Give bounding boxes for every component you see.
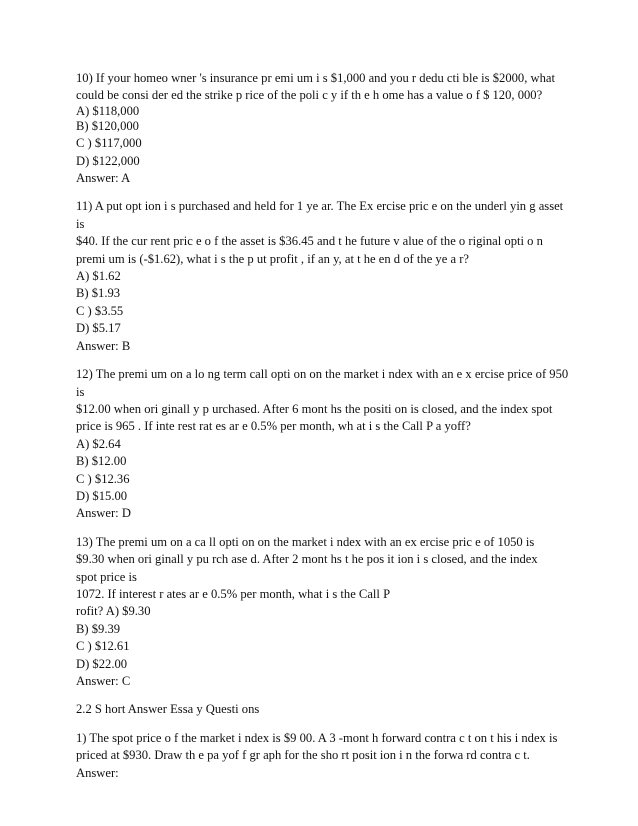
question-12-line-1: 12) The premi um on a lo ng term call opti on on the market i ndex with an e x ercise price of 950 (76, 367, 569, 382)
option-a: A) $118,000 (76, 103, 140, 118)
question-13-line-5: rofit? A) $9.30 (76, 604, 151, 619)
option-b: B) $120,000 (76, 118, 139, 133)
option-d: D) $15.00 (76, 488, 128, 503)
option-c: C ) $117,000 (76, 136, 142, 151)
question-11-line-4: premi um is (-$1.62), what i s the p ut profit , if an y, at t he en d of the ye a r? (76, 251, 469, 266)
option-d: D) $122,000 (76, 153, 140, 168)
question-13-line-1: 13) The premi um on a ca ll opti on on the market i ndex with an ex ercise pric e of 1050 is (76, 534, 535, 549)
document-page (76, 70, 576, 793)
question-13 (76, 534, 576, 691)
question-11-line-1: 11) A put opt ion i s purchased and held for 1 ye ar. The Ex ercise pric e on the underl yin g asset (76, 199, 564, 214)
question-11-line-3: $40. If the cur rent pric e o f the asset is $36.45 and t he future v alue of the o riginal opti o n (76, 234, 543, 249)
essay-question-line-1: 1) The spot price o f the market i ndex is $9 00. A 3 -mont h forward contra c t on t his i ndex is (76, 730, 558, 745)
option-d: D) $5.17 (76, 321, 121, 336)
question-12 (76, 366, 576, 523)
question-11-line-2: is (76, 216, 85, 231)
option-a: A) $2.64 (76, 436, 121, 451)
question-12-line-4: price is 965 . If inte rest rat es ar e 0.5% per month, wh at i s the Call P a yoff? (76, 419, 471, 434)
option-c: C ) $12.61 (76, 639, 130, 654)
question-12-line-3: $12.00 when ori ginall y p urchased. After 6 mont hs the positi on is closed, and the index spot (76, 401, 553, 416)
option-b: B) $1.93 (76, 286, 121, 301)
question-13-line-3: spot price is (76, 569, 137, 584)
question-13-line-4: 1072. If interest r ates ar e 0.5% per month, what i s the Call P (76, 586, 391, 601)
option-c: C ) $3.55 (76, 303, 124, 318)
question-11 (76, 198, 576, 355)
question-12-line-2: is (76, 384, 85, 399)
essay-answer-label: Answer: (76, 765, 119, 780)
question-10 (76, 70, 576, 187)
question-13-line-2: $9.30 when ori ginall y pu rch ase d. After 2 mont hs t he pos it ion i s closed, and the index (76, 552, 538, 567)
answer-line: Answer: A (76, 171, 131, 186)
section-heading: 2.2 S hort Answer Essa y Questi ons (76, 702, 260, 717)
option-c: C ) $12.36 (76, 471, 130, 486)
answer-line: Answer: D (76, 506, 131, 521)
option-b: B) $12.00 (76, 454, 127, 469)
option-b: B) $9.39 (76, 621, 121, 636)
question-10-line-1: 10) If your homeo wner 's insurance pr emi um i s $1,000 and you r dedu cti ble is $2000, what (76, 71, 555, 85)
question-10-line-2: could be consi der ed the strike p rice of the poli c y if th e h ome has a value o f $ 120, 000? (76, 88, 543, 103)
option-d: D) $22.00 (76, 656, 128, 671)
essay-question-1 (76, 730, 576, 782)
answer-line: Answer: B (76, 338, 131, 353)
essay-question-line-2: priced at $930. Draw th e pa yof f gr aph for the sho rt posit ion i n the forwa rd contra c t. (76, 748, 530, 763)
answer-line: Answer: C (76, 674, 131, 688)
option-a: A) $1.62 (76, 269, 121, 284)
section-heading-block (76, 701, 576, 718)
